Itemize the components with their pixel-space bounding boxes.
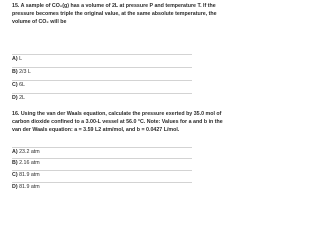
option-text: 6L — [19, 82, 25, 88]
question-15-option-d[interactable] — [12, 93, 192, 103]
question-16-option-a[interactable] — [12, 147, 192, 157]
option-letter: A) — [12, 149, 18, 155]
question-16 — [12, 110, 223, 135]
option-text: 81.9 atm — [19, 172, 40, 178]
question-15-line-3: volume of CO₂ will be — [12, 19, 67, 26]
question-15 — [12, 2, 217, 27]
option-text: 23.2 atm — [19, 149, 40, 155]
option-text: 2/3 L — [19, 69, 31, 75]
option-text: 2L — [19, 95, 25, 101]
question-15-option-c[interactable] — [12, 80, 192, 90]
question-15-line-2: pressure becomes triple the original value, at the same absolute temperature, the — [12, 11, 217, 18]
option-letter: C) — [12, 82, 18, 88]
question-16-option-b[interactable] — [12, 158, 192, 168]
question-16-option-d[interactable] — [12, 182, 192, 192]
question-16-option-c[interactable] — [12, 170, 192, 180]
option-text: 2.16 atm — [19, 160, 40, 166]
question-16-line-1: 16. Using the van der Waals equation, calculate the pressure exerted by 35.0 mol of — [12, 111, 222, 117]
option-letter: B) — [12, 160, 18, 166]
option-text: 81.9 atm — [19, 184, 40, 190]
question-15-line-1: 15. A sample of CO₂(g) has a volume of 2L at pressure P and temperature T. If the — [12, 3, 216, 9]
option-letter: C) — [12, 172, 18, 178]
question-15-option-b[interactable] — [12, 67, 192, 77]
option-text: L — [19, 56, 23, 62]
option-letter: D) — [12, 95, 18, 101]
option-letter: D) — [12, 184, 18, 190]
option-letter: A) — [12, 56, 18, 62]
question-15-option-a[interactable] — [12, 54, 192, 64]
question-16-line-2: carbon dioxide confined to a 3.00-L vessel at 56.0 °C. Note: Values for a and b in the — [12, 119, 223, 126]
question-16-line-3: van der Waals equation: a = 3.59 L2 atm/mol, and b = 0.0427 L/mol. — [12, 127, 180, 134]
option-letter: B) — [12, 69, 18, 75]
